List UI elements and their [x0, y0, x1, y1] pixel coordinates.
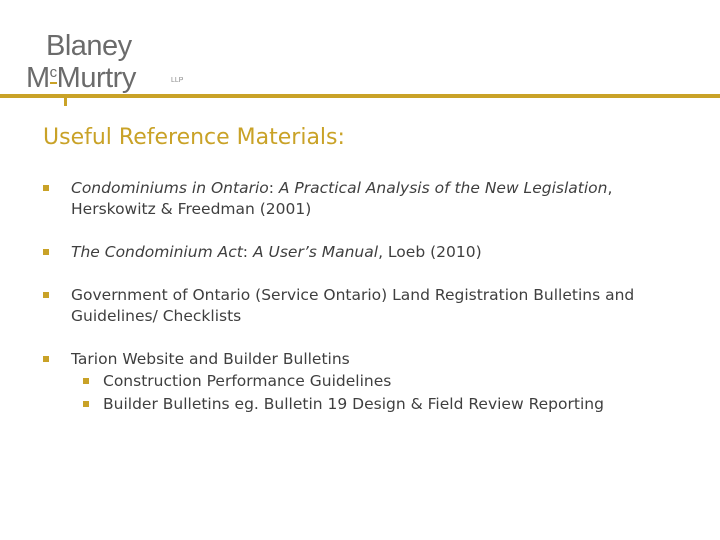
- logo-line-2: [26, 57, 136, 94]
- item-colon: :: [268, 179, 279, 197]
- slide-title: Useful Reference Materials:: [43, 125, 345, 150]
- sub-list: [71, 370, 683, 416]
- reference-list: [43, 178, 683, 438]
- bullet-icon: [43, 292, 49, 298]
- item-subtitle: A Practical Analysis of the New Legislation: [278, 179, 608, 197]
- logo-rest: Murtry: [56, 62, 136, 94]
- logo-line-1: Blaney: [46, 30, 132, 62]
- item-details: , Herskowitz & Freedman (2001): [71, 179, 613, 218]
- logo-superscript: c: [49, 64, 57, 81]
- sub-list-item: [83, 393, 683, 416]
- firm-logo: [26, 30, 196, 94]
- item-colon: :: [242, 243, 253, 261]
- list-item: [43, 285, 683, 327]
- header-divider: [0, 94, 720, 98]
- sub-bullet-icon: [83, 401, 89, 407]
- header-divider-notch: [64, 98, 67, 106]
- list-item: [43, 178, 683, 220]
- sub-bullet-icon: [83, 378, 89, 384]
- bullet-icon: [43, 356, 49, 362]
- logo-llp: LLP: [171, 77, 184, 84]
- sub-item-text: Construction Performance Guidelines: [103, 372, 392, 390]
- item-details: , Loeb (2010): [378, 243, 482, 261]
- list-item: [43, 349, 683, 416]
- item-text: Tarion Website and Builder Bulletins: [71, 350, 350, 368]
- item-title: Condominiums in Ontario: [71, 179, 269, 197]
- logo-prefix: M: [26, 62, 50, 94]
- item-text: Government of Ontario (Service Ontario) Land Registration Bulletins and Guidelines/ Checklists: [71, 286, 635, 325]
- item-subtitle: A User’s Manual: [252, 243, 379, 261]
- sub-item-text: Builder Bulletins eg. Bulletin 19 Design & Field Review Reporting: [103, 395, 604, 413]
- list-item: [43, 242, 683, 263]
- bullet-icon: [43, 249, 49, 255]
- bullet-icon: [43, 185, 49, 191]
- sub-list-item: [83, 370, 683, 393]
- item-title: The Condominium Act: [71, 243, 243, 261]
